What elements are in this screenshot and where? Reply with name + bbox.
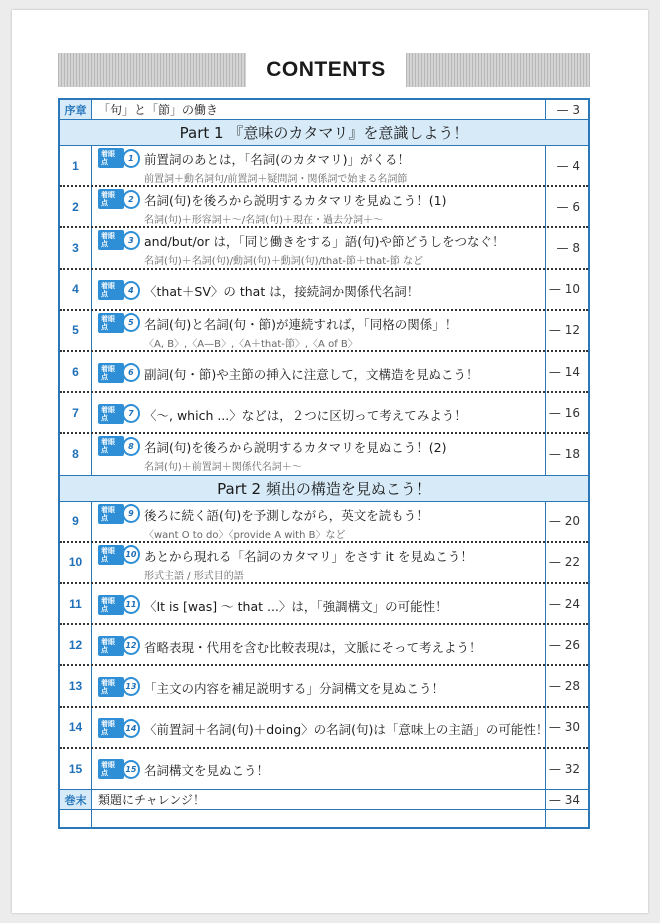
point-badge-icon (98, 720, 140, 736)
outro-row[interactable] (60, 790, 588, 810)
entry-content (98, 311, 540, 350)
part-heading: Part 2 頻出の構造を見ぬこう！ (60, 476, 588, 502)
entry-number: 5 (72, 323, 79, 338)
entry-subtitle: 名詞(句)＋形容詞＋〜/名詞(句)＋現在・過去分詞＋〜 (144, 215, 383, 227)
entry-title: 〈〜, which ...〉などは，２つに区切って考えてみよう！ (144, 407, 467, 423)
badge-label: 着眼点 (98, 759, 124, 779)
toc-entry[interactable] (60, 187, 588, 228)
badge-number: 7 (122, 404, 140, 423)
badge-number: 12 (122, 636, 140, 655)
entry-title: 名詞(句)を後ろから説明するカタマリを見ぬこう！(2) (144, 440, 447, 456)
entry-subtitle: 〈A, B〉,〈A—B〉,〈A＋that-節〉,〈A of B〉 (144, 338, 358, 350)
intro-row[interactable] (60, 100, 588, 120)
page-number: — 8 (556, 240, 580, 255)
badge-number: 13 (122, 677, 140, 696)
page-number: — 14 (548, 364, 580, 379)
outro-label: 巻末 (60, 790, 91, 809)
entry-content (98, 270, 540, 309)
entry-title: 副詞(句・節)や主節の挿入に注意して，文構造を見ぬこう！ (144, 366, 479, 382)
entry-title: 〈It is [was] 〜 that ...〉は，「強調構文」の可能性！ (144, 598, 448, 614)
entry-number: 2 (72, 199, 79, 214)
point-badge-icon (98, 315, 140, 331)
entry-number: 15 (68, 761, 83, 776)
badge-label: 着眼点 (98, 504, 124, 524)
entry-title: and/but/or は，「同じ働きをする」語(句)や節どうしをつなぐ！ (144, 234, 505, 250)
entry-content (98, 434, 540, 474)
entry-content (98, 749, 540, 789)
badge-number: 8 (122, 437, 140, 456)
badge-number: 6 (122, 363, 140, 382)
badge-number: 11 (122, 595, 140, 614)
badge-label: 着眼点 (98, 313, 124, 333)
entry-number: 3 (72, 240, 79, 255)
entry-number: 4 (72, 282, 79, 297)
toc-entry[interactable] (60, 434, 588, 475)
badge-label: 着眼点 (98, 636, 124, 656)
point-badge-icon (98, 232, 140, 248)
entry-number: 7 (72, 405, 79, 420)
toc-entry[interactable] (60, 666, 588, 707)
toc-entry[interactable] (60, 228, 588, 269)
entry-number: 10 (68, 555, 83, 570)
badge-label: 着眼点 (98, 595, 124, 615)
entry-subtitle: 名詞(句)＋名詞(句)/動詞(句)＋動詞(句)/that-節＋that-節 など (144, 256, 423, 268)
entry-number: 6 (72, 364, 79, 379)
page-number: — 10 (548, 282, 580, 297)
toc-entry[interactable] (60, 393, 588, 434)
badge-number: 1 (122, 149, 140, 168)
entry-content (98, 146, 540, 185)
point-badge-icon (98, 597, 140, 613)
entry-content (98, 666, 540, 705)
intro-label: 序章 (60, 100, 91, 119)
page-number: — 6 (556, 199, 580, 214)
point-badge-icon (98, 406, 140, 422)
entry-content (98, 543, 540, 582)
contents-table (58, 98, 590, 829)
toc-entry[interactable] (60, 270, 588, 311)
entry-title: あとから現れる「名詞のカタマリ」をさす it を見ぬこう！ (144, 548, 473, 564)
page-number: — 18 (548, 447, 580, 462)
toc-entry[interactable] (60, 543, 588, 584)
toc-entry[interactable] (60, 708, 588, 749)
entry-content (98, 502, 540, 541)
badge-label: 着眼点 (98, 280, 124, 300)
outro-title: 類題にチャレンジ！ (98, 793, 206, 807)
entry-title: 名詞(句)と名詞(句・節)が連続すれば，「同格の関係」！ (144, 316, 458, 332)
entry-title: 名詞(句)を後ろから説明するカタマリを見ぬこう！(1) (144, 193, 447, 209)
badge-label: 着眼点 (98, 230, 124, 250)
intro-title: 「句」と「節」の働き (98, 103, 219, 117)
entry-subtitle: 〈want O to do〉〈provide A with B〉など (144, 529, 346, 541)
page-number: — 30 (548, 720, 580, 735)
entry-number: 12 (68, 637, 83, 652)
entry-number: 11 (69, 596, 82, 611)
entry-number: 9 (72, 514, 79, 529)
part-heading: Part 1 『意味のカタマリ』を意識しよう！ (60, 120, 588, 146)
page-number: — 4 (556, 158, 580, 173)
badge-label: 着眼点 (98, 363, 124, 383)
badge-label: 着眼点 (98, 189, 124, 209)
badge-number: 14 (122, 719, 140, 738)
page-number: — 32 (548, 761, 580, 776)
page-number: — 12 (548, 323, 580, 338)
entry-title: 省略表現・代用を含む比較表現は，文脈にそって考えよう！ (144, 639, 482, 655)
entry-number: 1 (72, 158, 79, 173)
entry-subtitle: 名詞(句)＋前置詞＋関係代名詞＋〜 (144, 462, 302, 474)
point-badge-icon (98, 282, 140, 298)
toc-entry[interactable] (60, 749, 588, 790)
entry-number: 14 (68, 720, 83, 735)
page-number: — 22 (548, 555, 580, 570)
badge-number: 10 (122, 545, 140, 564)
page-number: — 28 (548, 678, 580, 693)
page-number: — 24 (548, 596, 580, 611)
entry-content (98, 187, 540, 226)
page-number: — 3 (556, 102, 580, 117)
badge-label: 着眼点 (98, 718, 124, 738)
badge-label: 着眼点 (98, 677, 124, 697)
entry-content (98, 228, 540, 267)
page-number: — 26 (548, 637, 580, 652)
point-badge-icon (98, 191, 140, 207)
entry-title: 〈前置詞＋名詞(句)＋doing〉の名詞(句)は「意味上の主語」の可能性！ (144, 722, 549, 738)
toc-entry[interactable] (60, 352, 588, 393)
badge-number: 4 (122, 281, 140, 300)
page-number: — 16 (548, 405, 580, 420)
point-badge-icon (98, 506, 140, 522)
entry-number: 13 (68, 678, 83, 693)
point-badge-icon (98, 638, 140, 654)
badge-number: 5 (122, 313, 140, 332)
point-badge-icon (98, 150, 140, 166)
point-badge-icon (98, 365, 140, 381)
point-badge-icon (98, 438, 140, 454)
badge-number: 2 (122, 190, 140, 209)
badge-number: 15 (122, 760, 140, 779)
badge-label: 着眼点 (98, 404, 124, 424)
toc-entry[interactable] (60, 311, 588, 352)
page-title: CONTENTS (246, 52, 406, 88)
entry-title: 前置詞のあとは，「名詞(のカタマリ)」がくる！ (144, 152, 411, 167)
entry-subtitle: 形式主語 / 形式目的語 (144, 570, 244, 582)
point-badge-icon (98, 679, 140, 695)
toc-entry[interactable] (60, 146, 588, 187)
entry-content (98, 393, 540, 432)
toc-entry[interactable] (60, 502, 588, 543)
page-number: — 34 (548, 792, 580, 807)
entry-content (98, 352, 540, 391)
toc-entry[interactable] (60, 625, 588, 666)
badge-label: 着眼点 (98, 148, 124, 168)
entry-content (98, 708, 549, 747)
badge-label: 着眼点 (98, 436, 124, 456)
toc-entry[interactable] (60, 584, 588, 625)
point-badge-icon (98, 761, 140, 777)
entry-title: 名詞構文を見ぬこう！ (144, 763, 270, 779)
entry-title: 「主文の内容を補足説明する」分詞構文を見ぬこう！ (144, 680, 445, 696)
entry-content (98, 625, 540, 664)
entry-title: 〈that＋SV〉の that は，接続詞か関係代名詞！ (144, 284, 420, 300)
badge-label: 着眼点 (98, 545, 124, 565)
badge-number: 3 (122, 231, 140, 250)
entry-subtitle: 前置詞＋動名詞句/前置詞＋疑問詞・関係詞で始まる名詞節 (144, 174, 408, 185)
badge-number: 9 (122, 504, 140, 523)
entry-content (98, 584, 540, 623)
page-number: — 20 (548, 514, 580, 529)
entry-number: 8 (72, 447, 79, 462)
point-badge-icon (98, 547, 140, 563)
entry-title: 後ろに続く語(句)を予測しながら，英文を読もう！ (144, 507, 429, 523)
